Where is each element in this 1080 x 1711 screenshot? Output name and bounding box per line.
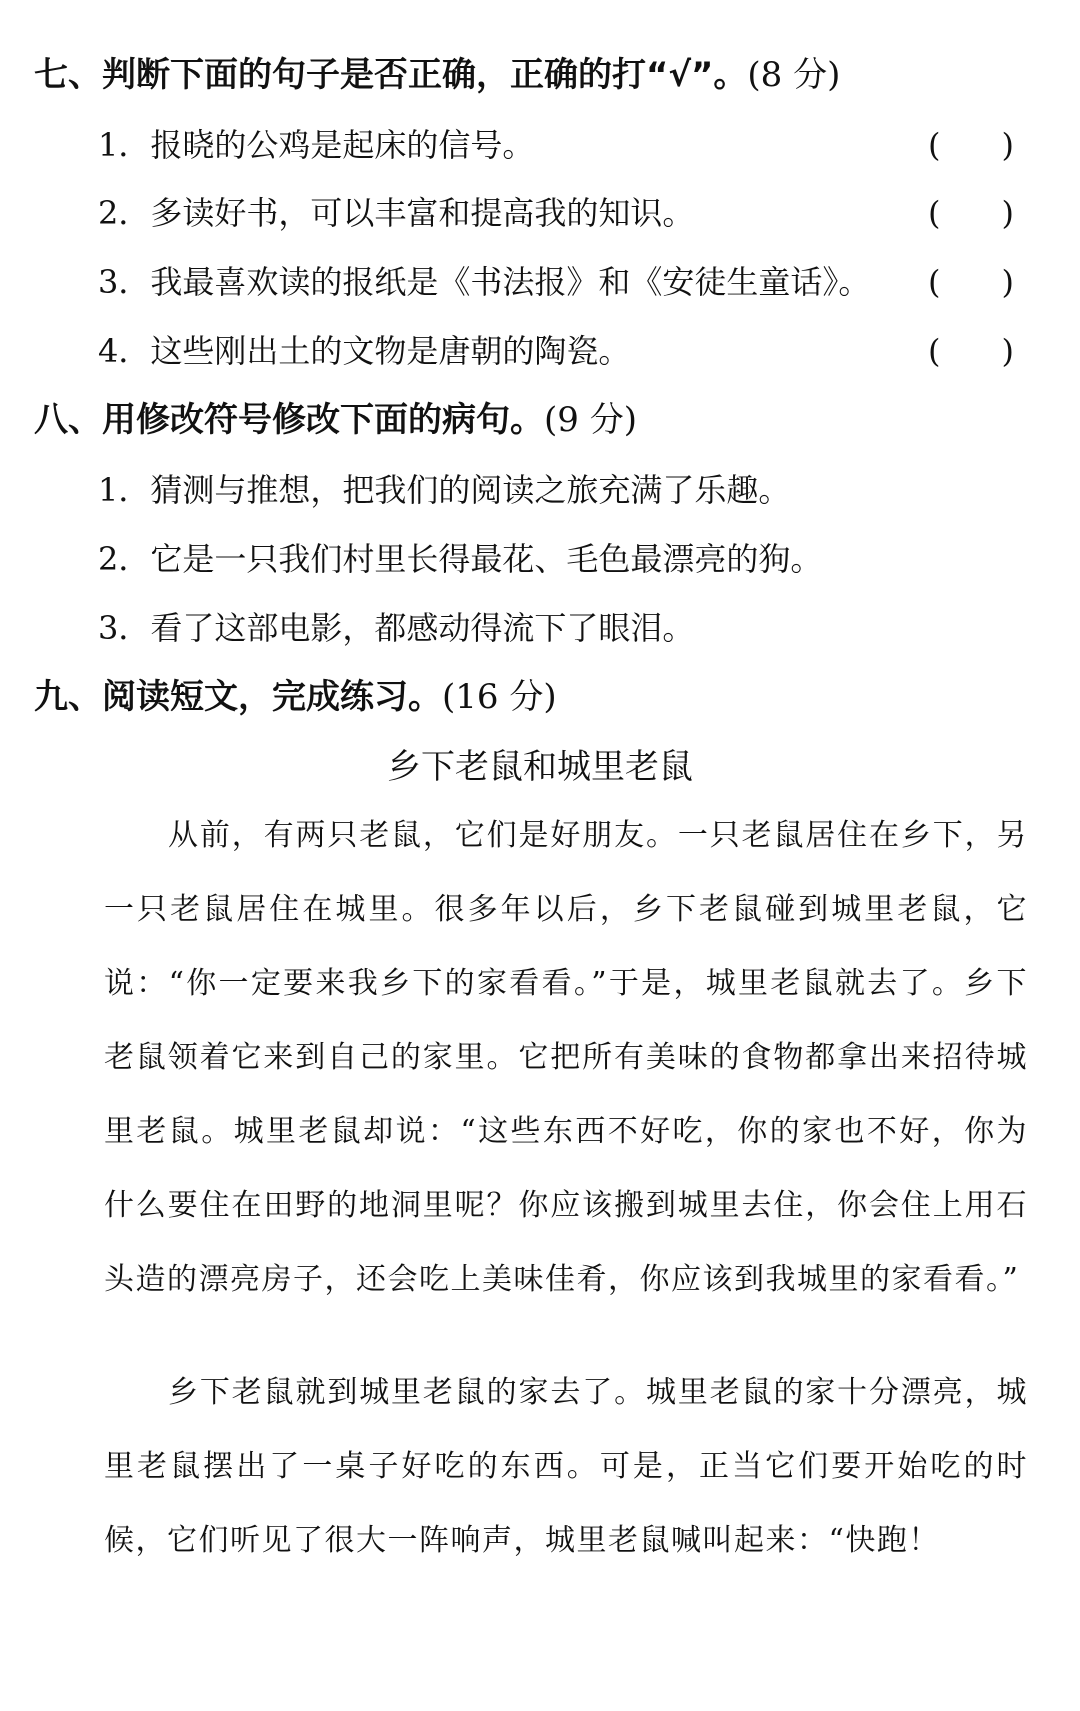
story-title: 乡下老鼠和城里老鼠 xyxy=(387,747,693,787)
section7-item-2: 2．多读好书，可以丰富和提高我的知识。 xyxy=(98,194,695,232)
answer-bracket-2[interactable]: ( ) xyxy=(928,194,1014,232)
section9-heading xyxy=(34,677,557,717)
section7-heading-text: 七、判断下面的句子是否正确，正确的打“√”。 xyxy=(34,55,748,95)
story-paragraph-2: 乡下老鼠就到城里老鼠的家去了。城里老鼠的家十分漂亮，城里老鼠摆出了一桌子好吃的东西。可是，正当它们要开始吃的时候，它们听见了很大一阵响声，城里老鼠喊叫起来：“快跑！ xyxy=(104,1375,1028,1558)
answer-bracket-1[interactable]: ( ) xyxy=(928,126,1014,164)
section8-heading-text: 八、用修改符号修改下面的病句。 xyxy=(34,400,544,440)
story-paragraph-1: 从前，有两只老鼠，它们是好朋友。一只老鼠居住在乡下，另一只老鼠居住在城里。很多年以后，乡下老鼠碰到城里老鼠，它说：“你一定要来我乡下的家看看。”于是，城里老鼠就去了。乡下老鼠领着它来到自己的家里。它把所有美味的食物都拿出来招待城里老鼠。城里老鼠却说：“这些东西不好吃，你的家也不好，你为什么要住在田野的地洞里呢？你应该搬到城里去住，你会住上用石头造的漂亮房子，还会吃上美味佳肴，你应该到我城里的家看看。” xyxy=(104,818,1028,1297)
answer-bracket-4[interactable]: ( ) xyxy=(928,332,1014,370)
section9-points: (16 分) xyxy=(442,677,557,717)
section8-points: (9 分) xyxy=(544,400,637,440)
section7-item-3: 3．我最喜欢读的报纸是《书法报》和《安徒生童话》。 xyxy=(98,263,871,301)
section7-item-4: 4．这些刚出土的文物是唐朝的陶瓷。 xyxy=(98,332,631,370)
section7-item-1: 1．报晓的公鸡是起床的信号。 xyxy=(98,126,535,164)
section8-item-2: 2．它是一只我们村里长得最花、毛色最漂亮的狗。 xyxy=(98,540,823,578)
section8-heading xyxy=(34,400,637,440)
section9-heading-text: 九、阅读短文，完成练习。 xyxy=(34,677,442,717)
answer-bracket-3[interactable]: ( ) xyxy=(928,263,1014,301)
section8-item-3: 3．看了这部电影，都感动得流下了眼泪。 xyxy=(98,609,695,647)
section7-points: (8 分) xyxy=(747,55,841,95)
section7-heading xyxy=(34,55,841,95)
section8-item-1: 1．猜测与推想，把我们的阅读之旅充满了乐趣。 xyxy=(98,471,791,509)
